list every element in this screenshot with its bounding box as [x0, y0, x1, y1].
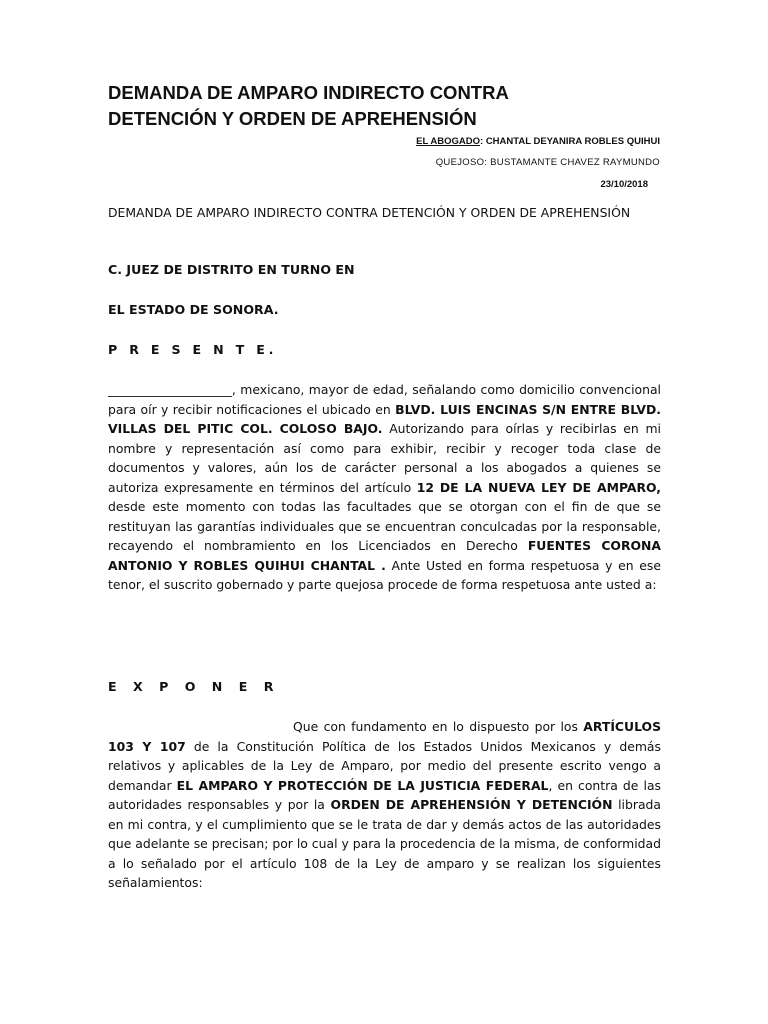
p2-bold-amparo: EL AMPARO Y PROTECCIÓN DE LA JUSTICIA FEDERAL	[176, 777, 549, 793]
heading-estado: EL ESTADO DE SONORA.	[108, 302, 279, 317]
p1-text-2: Autorizando para oírlas y recibirlas en mi nombre y representación así como para exhibir, recibir y recoger toda clase de documentos y valores, aún los de carácter personal a los abogados a quienes se autoriza expresamente en términos del artículo	[108, 421, 661, 495]
abogado-label: EL ABOGADO	[416, 136, 481, 147]
p1-text-3: desde este momento con todas las facultades que se otorgan con el fin de que se restituyan las garantías individuales que se encuentran conculcadas por la responsable, recayendo el nombramiento en los Licenciados en Derecho	[108, 499, 661, 553]
p2-text-2: de la Constitución Política de los Estados Unidos Mexicanos y demás relativos y aplicables de la Ley de Amparo, por medio del presente escrito vengo a demandar	[108, 738, 661, 793]
abogado-line	[416, 136, 660, 147]
p2-text-3: , en contra de las autoridades responsables y por la	[108, 777, 661, 812]
p2-text-1: Que con fundamento en lo dispuesto por los	[293, 719, 584, 734]
p1-bold-address: BLVD. LUIS ENCINAS S/N ENTRE BLVD. VILLAS DEL PITIC COL. COLOSO BAJO.	[108, 401, 662, 436]
quejoso-line: QUEJOSO: BUSTAMANTE CHAVEZ RAYMUNDO	[435, 157, 660, 168]
title-line-2: DETENCIÓN Y ORDEN DE APREHENSIÓN	[108, 108, 477, 129]
document-title	[108, 80, 668, 132]
title-line-1: DEMANDA DE AMPARO INDIRECTO CONTRA	[108, 82, 509, 103]
p2-bold-articulos: ARTÍCULOS 103 Y 107	[108, 719, 661, 754]
p1-bold-articulo: 12 DE LA NUEVA LEY DE AMPARO,	[416, 479, 661, 495]
paragraph-intro	[108, 380, 661, 595]
document-subtitle: DEMANDA DE AMPARO INDIRECTO CONTRA DETENCIÓN Y ORDEN DE APREHENSIÓN	[108, 205, 631, 220]
p2-bold-orden: ORDEN DE APREHENSIÓN Y DETENCIÓN	[330, 797, 613, 812]
p1-bold-licenciados: FUENTES CORONA ANTONIO Y ROBLES QUIHUI CHANTAL .	[108, 538, 661, 573]
heading-presente: P R E S E N T E.	[108, 342, 278, 357]
p1-text-1: ____________________, mexicano, mayor de edad, señalando como domicilio convencional para oír y recibir notificaciones el ubicado en	[108, 382, 661, 417]
paragraph-exponer	[108, 717, 661, 893]
document-date: 23/10/2018	[600, 179, 648, 190]
p2-text-4: librada en mi contra, y el cumplimiento que se le trata de dar y demás actos de las autoridades que adelante se precisan; por lo cual y para la procedencia de la misma, de conformidad a lo señalado por el artículo 108 de la Ley de amparo y se realizan los siguientes señalamientos:	[108, 797, 661, 890]
p1-text-4: Ante Usted en forma respetuosa y en ese tenor, el suscrito gobernado y parte quejosa procede de forma respetuosa ante usted a:	[108, 557, 662, 592]
abogado-name: : CHANTAL DEYANIRA ROBLES QUIHUI	[480, 136, 660, 147]
heading-exponer: E X P O N E R	[108, 679, 280, 694]
heading-juez: C. JUEZ DE DISTRITO EN TURNO EN	[108, 262, 355, 277]
